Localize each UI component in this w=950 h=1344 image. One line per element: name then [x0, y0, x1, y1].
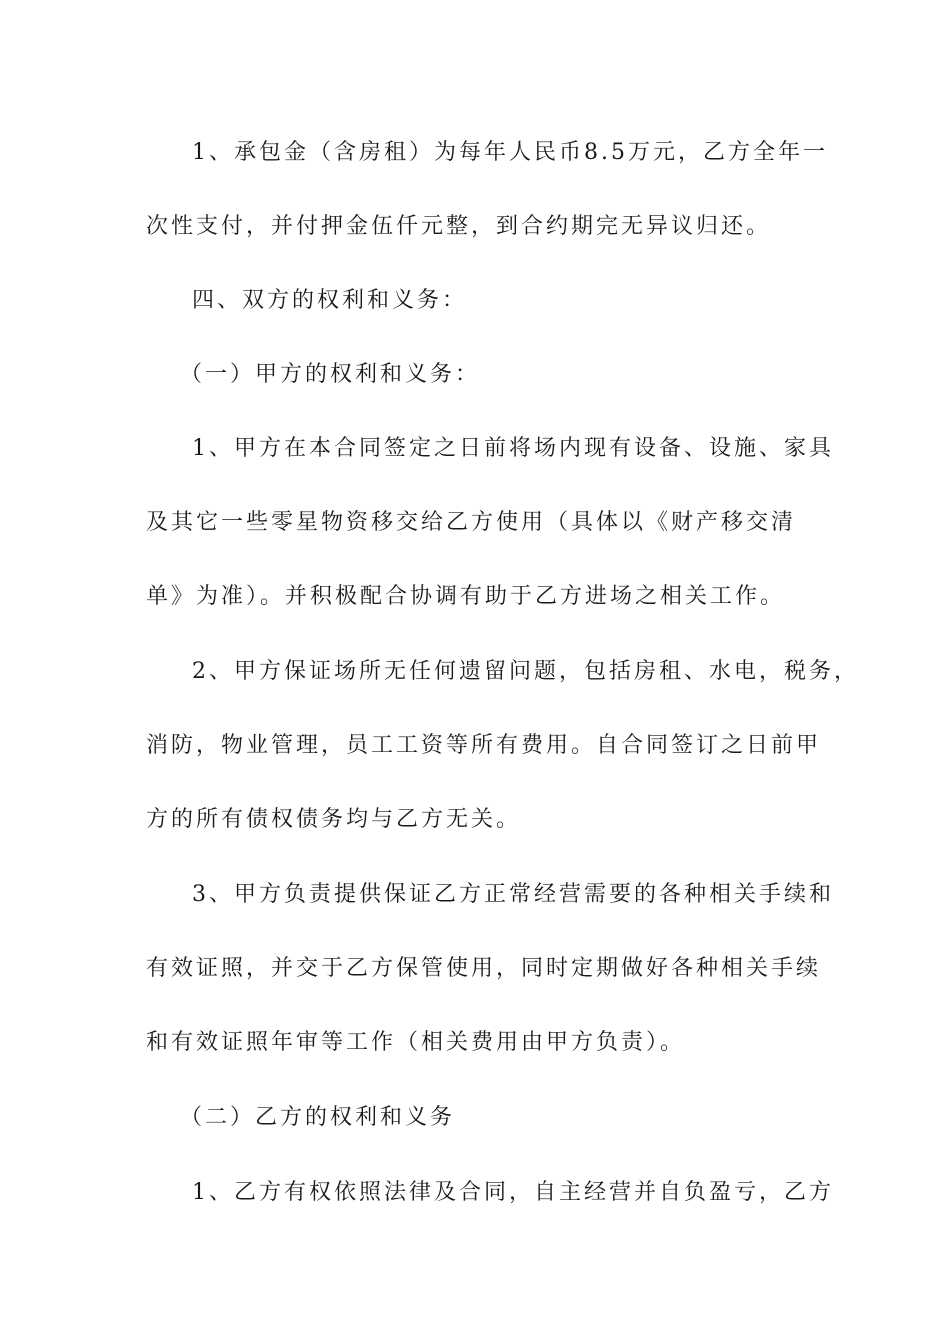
text-line: 有效证照，并交于乙方保管使用，同时定期做好各种相关手续: [146, 956, 822, 981]
text-line: 及其它一些零星物资移交给乙方使用（具体以《财产移交清: [146, 510, 797, 535]
text-line: 单》为准）。并积极配合协调有助于乙方进场之相关工作。: [146, 584, 786, 609]
text-line: 方的所有债权债务均与乙方无关。: [146, 807, 522, 832]
text-line: 2、甲方保证场所无任何遗留问题，包括房租、水电，税务，: [192, 659, 859, 684]
text-line: 1、甲方在本合同签定之日前将场内现有设备、设施、家具: [192, 436, 834, 461]
text-line: 次性支付，并付押金伍仟元整，到合约期完无异议归还。: [146, 214, 772, 239]
text-line: 1、承包金（含房租）为每年人民币8.5万元，乙方全年一: [192, 140, 828, 165]
subsection-heading: （一）甲方的权利和义务：: [180, 362, 481, 387]
text-line: 1、乙方有权依照法律及合同，自主经营并自负盈亏，乙方: [192, 1180, 834, 1205]
subsection-heading: （二）乙方的权利和义务: [180, 1105, 456, 1130]
text-line: 3、甲方负责提供保证乙方正常经营需要的各种相关手续和: [192, 882, 834, 907]
section-heading: 四、双方的权利和义务：: [192, 288, 468, 313]
text-line: 和有效证照年审等工作（相关费用由甲方负责）。: [146, 1030, 686, 1055]
text-line: 消防，物业管理，员工工资等所有费用。自合同签订之日前甲: [146, 733, 822, 758]
